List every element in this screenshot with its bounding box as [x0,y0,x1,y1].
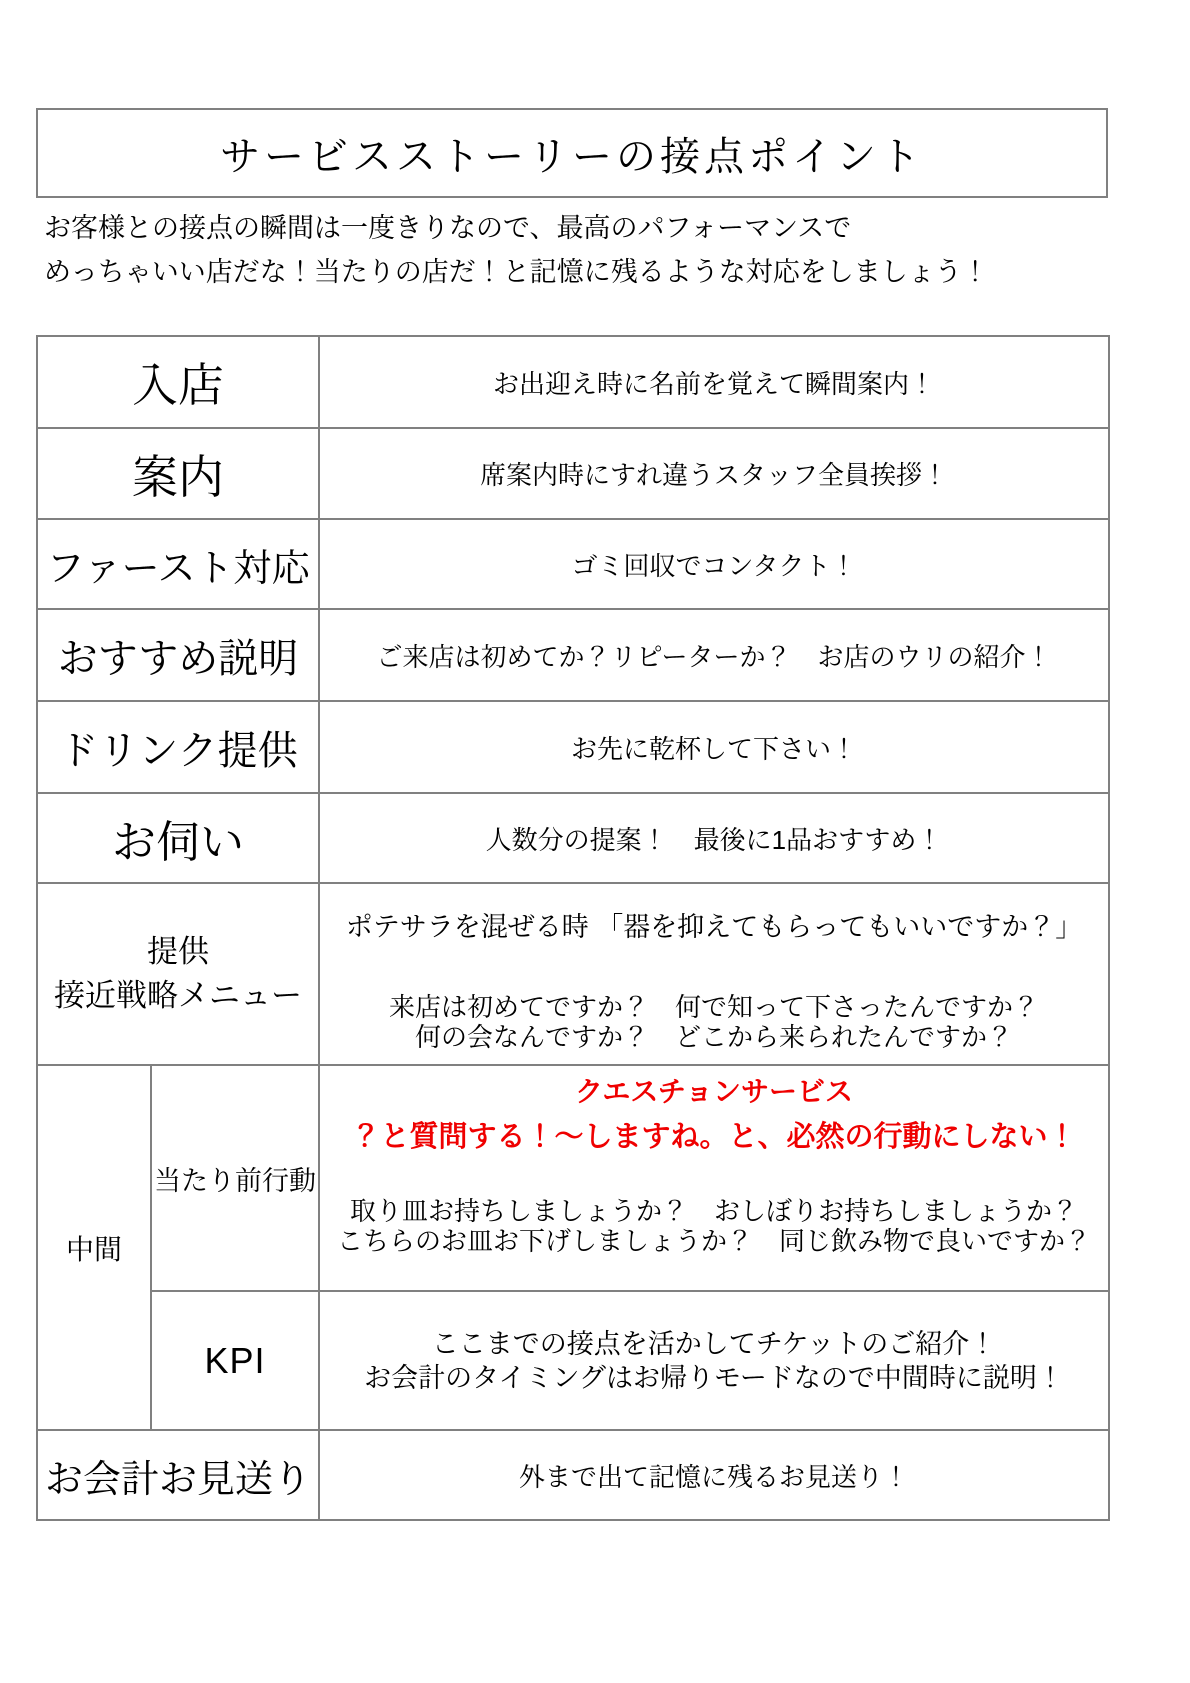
stage-label-drink-serve: ドリンク提供 [37,701,319,793]
standard-actions-example-line-1: 取り皿お持ちしましょうか？ おしぼりお持ちしましょうか？ [349,1196,1078,1226]
row-entry [37,336,1109,428]
stage-label-midpoint: 中間 [37,1065,151,1430]
stage-content-order-taking: 人数分の提案！ 最後に1品おすすめ！ [319,793,1109,883]
serving-paragraph-2-line-1: 来店は初めてですか？ 何で知って下さったんですか？ [388,992,1039,1022]
serving-label-line-2: 接近戦略メニュー [54,978,302,1013]
intro-line-2: めっちゃいい店だな！当たりの店だ！と記憶に残るような対応をしましょう！ [44,257,989,287]
standard-actions-examples [320,1196,1108,1256]
row-serving-strategy [37,883,1109,1065]
intro-line-1: お客様との接点の瞬間は一度きりなので、最高のパフォーマンスで [44,213,852,243]
serving-paragraph-2 [320,992,1108,1052]
row-order-taking [37,793,1109,883]
row-first-response [37,519,1109,609]
question-service-heading: クエスチョンサービス [574,1076,854,1107]
kpi-line-1: ここまでの接点を活かしてチケットのご紹介！ [431,1328,997,1359]
stage-content-serving-strategy [319,883,1109,1065]
page-title: サービスストーリーの接点ポイント [220,134,924,179]
row-drink-serve [37,701,1109,793]
stage-label-recommendation: おすすめ説明 [37,609,319,701]
title-box [36,108,1108,198]
row-midpoint-standard-actions [37,1065,1109,1291]
stage-content-checkout-sendoff: 外まで出て記憶に残るお見送り！ [319,1430,1109,1520]
stage-content-first-response: ゴミ回収でコンタクト！ [319,519,1109,609]
standard-actions-content [319,1065,1109,1291]
stage-content-entry: お出迎え時に名前を覚えて瞬間案内！ [319,336,1109,428]
service-story-table [36,335,1110,1521]
question-service-note: ？と質問する！～しますね。と、必然の行動にしない！ [351,1121,1077,1153]
row-checkout-sendoff [37,1430,1109,1520]
stage-label-guide: 案内 [37,428,319,519]
stage-label-order-taking: お伺い [37,793,319,883]
stage-label-checkout-sendoff: お会計お見送り [37,1430,319,1520]
stage-label-first-response: ファースト対応 [37,519,319,609]
stage-content-guide: 席案内時にすれ違うスタッフ全員挨拶！ [319,428,1109,519]
stage-label-serving-strategy [37,883,319,1065]
sublabel-kpi: KPI [151,1291,319,1430]
standard-actions-example-line-2: こちらのお皿お下げしましょうか？ 同じ飲み物で良いですか？ [336,1226,1091,1256]
row-guide [37,428,1109,519]
stage-label-entry: 入店 [37,336,319,428]
sublabel-standard-actions: 当たり前行動 [151,1065,319,1291]
row-recommendation [37,609,1109,701]
serving-paragraph-1: ポテサラを混ぜる時 「器を抑えてもらってもいいですか？」 [345,912,1083,942]
stage-content-drink-serve: お先に乾杯して下さい！ [319,701,1109,793]
intro-text [44,206,1144,294]
serving-paragraph-2-line-2: 何の会なんですか？ どこから来られたんですか？ [414,1022,1013,1052]
row-midpoint-kpi [37,1291,1109,1430]
kpi-content [319,1291,1109,1430]
stage-content-recommendation: ご来店は初めてか？リピーターか？ お店のウリの紹介！ [319,609,1109,701]
kpi-line-2: お会計のタイミングはお帰りモードなので中間時に説明！ [364,1362,1064,1393]
serving-label-line-1: 提供 [147,934,209,969]
